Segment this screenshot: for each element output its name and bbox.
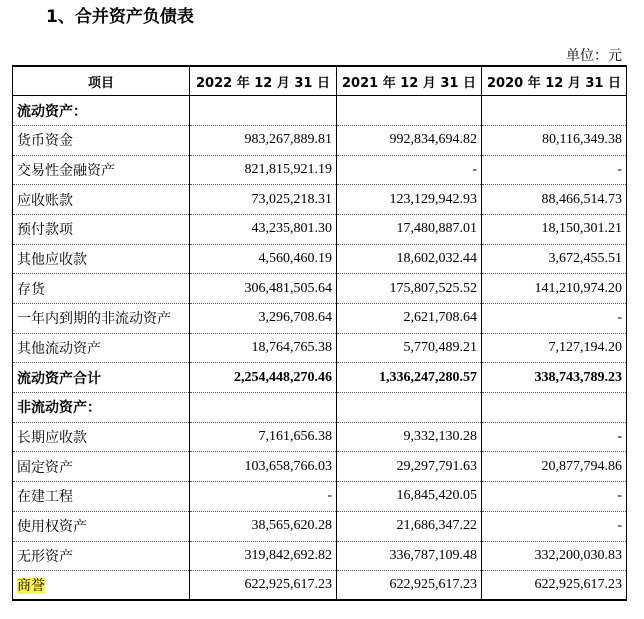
page-title: 1、合并资产负债表 <box>46 7 194 27</box>
cell-2022: 622,925,617.23 <box>190 571 337 601</box>
table-row <box>13 541 627 571</box>
cell-2022: 7,161,656.38 <box>190 422 337 452</box>
row-label: 存货 <box>13 274 190 304</box>
cell-2021: 9,332,130.28 <box>337 422 482 452</box>
row-label: 货币资金 <box>13 125 190 155</box>
table-row <box>13 452 627 482</box>
cell-2022 <box>190 393 337 423</box>
table-row <box>13 214 627 244</box>
table-body <box>13 96 627 601</box>
table-row <box>13 155 627 185</box>
cell-2021: 5,770,489.21 <box>337 333 482 363</box>
table-row <box>13 482 627 512</box>
header-2020: 2020 年 12 月 31 日 <box>482 66 627 96</box>
cell-2022: 4,560,460.19 <box>190 244 337 274</box>
cell-2020: - <box>482 482 627 512</box>
cell-2021: 175,807,525.52 <box>337 274 482 304</box>
cell-2022: 3,296,708.64 <box>190 304 337 334</box>
cell-2022: 43,235,801.30 <box>190 214 337 244</box>
cell-2020: - <box>482 511 627 541</box>
table-row <box>13 96 627 126</box>
cell-2021: 622,925,617.23 <box>337 571 482 601</box>
highlighted-label: 商誉 <box>17 578 45 595</box>
cell-2020 <box>482 96 627 126</box>
row-label <box>13 571 190 601</box>
cell-2022: 2,254,448,270.46 <box>190 363 337 393</box>
cell-2020: 338,743,789.23 <box>482 363 627 393</box>
row-label: 固定资产 <box>13 452 190 482</box>
row-label: 预付款项 <box>13 214 190 244</box>
cell-2022: 983,267,889.81 <box>190 125 337 155</box>
cell-2022: 319,842,692.82 <box>190 541 337 571</box>
cell-2022: 103,658,766.03 <box>190 452 337 482</box>
row-label: 应收账款 <box>13 185 190 215</box>
cell-2022: 73,025,218.31 <box>190 185 337 215</box>
row-label: 无形资产 <box>13 541 190 571</box>
cell-2020: 20,877,794.86 <box>482 452 627 482</box>
cell-2022: 306,481,505.64 <box>190 274 337 304</box>
row-label: 一年内到期的非流动资产 <box>13 304 190 334</box>
row-label: 流动资产合计 <box>13 363 190 393</box>
cell-2021: 1,336,247,280.57 <box>337 363 482 393</box>
table-row <box>13 333 627 363</box>
cell-2022 <box>190 96 337 126</box>
cell-2021: 17,480,887.01 <box>337 214 482 244</box>
row-label: 其他应收款 <box>13 244 190 274</box>
cell-2021: - <box>337 155 482 185</box>
header-2022: 2022 年 12 月 31 日 <box>190 66 337 96</box>
table-row <box>13 125 627 155</box>
table-row <box>13 304 627 334</box>
cell-2020 <box>482 393 627 423</box>
cell-2020: 141,210,974.20 <box>482 274 627 304</box>
cell-2021: 21,686,347.22 <box>337 511 482 541</box>
cell-2021: 29,297,791.63 <box>337 452 482 482</box>
cell-2020: 332,200,030.83 <box>482 541 627 571</box>
cell-2020: - <box>482 422 627 452</box>
row-label: 长期应收款 <box>13 422 190 452</box>
cell-2020: - <box>482 155 627 185</box>
row-label: 其他流动资产 <box>13 333 190 363</box>
table-row <box>13 511 627 541</box>
cell-2021 <box>337 96 482 126</box>
cell-2020: 622,925,617.23 <box>482 571 627 601</box>
cell-2020: 88,466,514.73 <box>482 185 627 215</box>
cell-2020: - <box>482 304 627 334</box>
cell-2021: 336,787,109.48 <box>337 541 482 571</box>
cell-2020: 7,127,194.20 <box>482 333 627 363</box>
table-row <box>13 185 627 215</box>
cell-2021: 2,621,708.64 <box>337 304 482 334</box>
table-row <box>13 363 627 393</box>
cell-2021: 123,129,942.93 <box>337 185 482 215</box>
row-label: 流动资产： <box>13 96 190 126</box>
cell-2021: 992,834,694.82 <box>337 125 482 155</box>
unit-label: 单位：元 <box>566 48 622 64</box>
table-header-row <box>13 66 627 96</box>
balance-sheet-table <box>12 65 627 601</box>
table-row <box>13 274 627 304</box>
cell-2020: 3,672,455.51 <box>482 244 627 274</box>
table-row <box>13 422 627 452</box>
header-2021: 2021 年 12 月 31 日 <box>337 66 482 96</box>
row-label: 非流动资产： <box>13 393 190 423</box>
cell-2022: 18,764,765.38 <box>190 333 337 363</box>
table-row <box>13 571 627 601</box>
cell-2020: 18,150,301.21 <box>482 214 627 244</box>
cell-2021: 18,602,032.44 <box>337 244 482 274</box>
cell-2022: 821,815,921.19 <box>190 155 337 185</box>
row-label: 在建工程 <box>13 482 190 512</box>
cell-2021 <box>337 393 482 423</box>
cell-2021: 16,845,420.05 <box>337 482 482 512</box>
row-label: 交易性金融资产 <box>13 155 190 185</box>
header-item: 项目 <box>13 66 190 96</box>
table-row <box>13 393 627 423</box>
table-row <box>13 244 627 274</box>
cell-2022: 38,565,620.28 <box>190 511 337 541</box>
cell-2022: - <box>190 482 337 512</box>
row-label: 使用权资产 <box>13 511 190 541</box>
cell-2020: 80,116,349.38 <box>482 125 627 155</box>
